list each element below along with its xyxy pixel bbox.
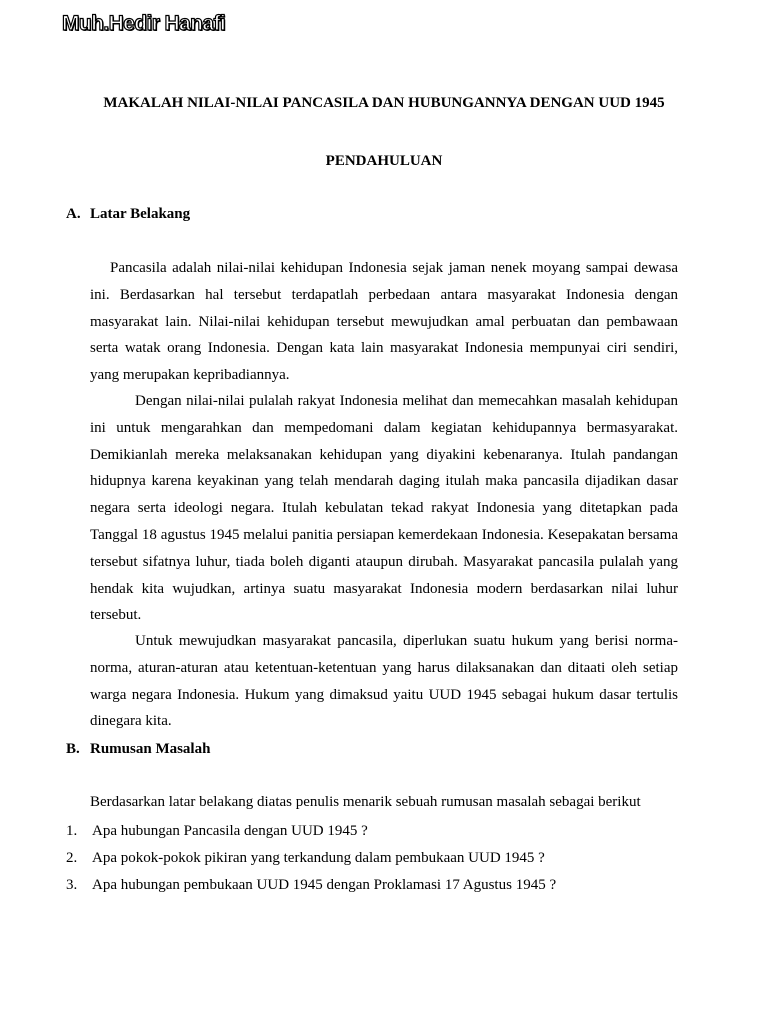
heading-label: Rumusan Masalah xyxy=(90,741,211,757)
heading-rumusan-masalah xyxy=(66,739,210,759)
paragraph: Pancasila adalah nilai-nilai kehidupan Indonesia sejak jaman nenek moyang sampai dewasa ini. Berdasarkan hal tersebut terdapatlah perbedaan antara masyarakat Indonesia dengan masyarakat lain. Nilai-nilai kehidupan tersebut mewujudkan amal perbuatan dan pembawaan serta watak orang Indonesia. Dengan kata lain masyarakat Indonesia mempunyai ciri sendiri, yang merupakan kepribadiannya. xyxy=(90,260,678,384)
heading-label: Latar Belakang xyxy=(90,206,191,222)
list-item xyxy=(66,818,556,845)
list-item xyxy=(66,845,556,872)
heading-latar-belakang xyxy=(66,204,190,224)
section-title-pendahuluan: PENDAHULUAN xyxy=(325,153,443,169)
paragraph: Dengan nilai-nilai pulalah rakyat Indonesia melihat dan memecahkan masalah kehidupan ini untuk mengarahkan dan mempedomani dalam kegiatan kehidupannya bermasyarakat. Demikianlah mereka melaksanakan kehidupan yang diyakini kebenaranya. Itulah pandangan hidupnya karena keyakinan yang telah mendarah daging itulah maka pancasila dijadikan dasar negara serta ideologi negara. Itulah kebulatan tekad rakyat Indonesia yang ditetapkan pada Tanggal 18 agustus 1945 melalui panitia persiapan kemerdekaan Indonesia. Kesepakatan bersama tersebut sifatnya luhur, tiada boleh diganti ataupun dirubah. Masyarakat pancasila pulalah yang hendak kita wujudkan, artinya suatu masyarakat Indonesia modern berdasarkan nilai luhur tersebut. xyxy=(90,393,678,624)
problem-intro: Berdasarkan latar belakang diatas penulis menarik sebuah rumusan masalah sebagai berikut xyxy=(90,794,641,810)
author-name: Muh.Hedir Hanafi xyxy=(62,12,226,35)
paragraph: Untuk mewujudkan masyarakat pancasila, diperlukan suatu hukum yang berisi norma-norma, aturan-aturan atau ketentuan-ketentuan yang harus dilaksanakan dan ditaati oleh setiap warga negara Indonesia. Hukum yang dimaksud yaitu UUD 1945 sebagai hukum dasar tertulis dinegara kita. xyxy=(90,633,678,730)
problem-list xyxy=(66,818,556,899)
heading-marker: B. xyxy=(66,741,80,757)
list-number: 1. xyxy=(66,823,78,839)
heading-marker: A. xyxy=(66,206,81,222)
document-title: MAKALAH NILAI-NILAI PANCASILA DAN HUBUNGANNYA DENGAN UUD 1945 xyxy=(103,95,665,111)
list-text: Apa hubungan Pancasila dengan UUD 1945 ? xyxy=(92,823,368,839)
list-item xyxy=(66,872,556,899)
list-number: 2. xyxy=(66,850,78,866)
list-text: Apa hubungan pembukaan UUD 1945 dengan Proklamasi 17 Agustus 1945 ? xyxy=(92,877,557,893)
list-text: Apa pokok-pokok pikiran yang terkandung dalam pembukaan UUD 1945 ? xyxy=(92,850,545,866)
list-number: 3. xyxy=(66,877,78,893)
